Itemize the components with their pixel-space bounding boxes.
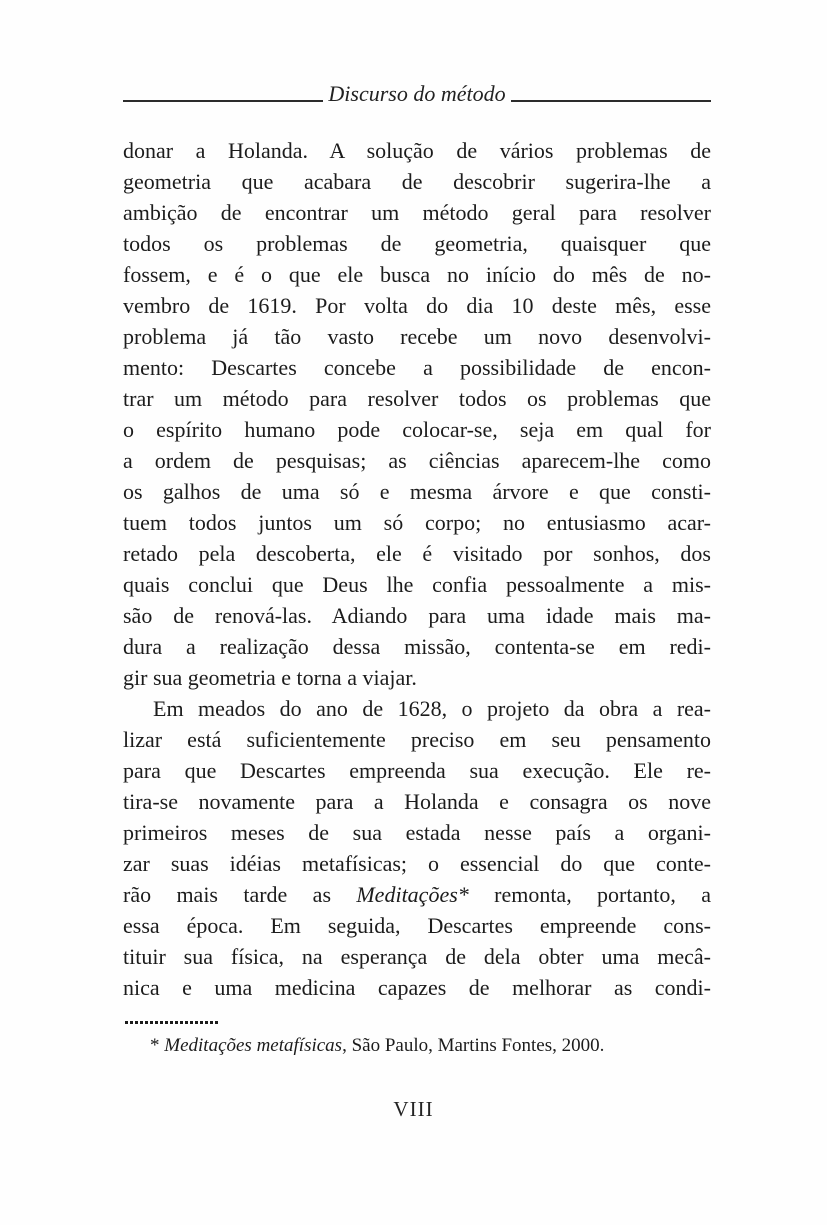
footnote-book-title: Meditações metafísicas xyxy=(164,1035,343,1056)
text-line: tuem todos juntos um só corpo; no entusiasmo acar- xyxy=(123,510,711,535)
footnote-publication-info: , São Paulo, Martins Fontes, 2000. xyxy=(342,1035,605,1056)
text-line: todos os problemas de geometria, quaisquer que xyxy=(123,231,711,256)
text-line: trar um método para resolver todos os problemas que xyxy=(123,386,711,411)
text-line: mento: Descartes concebe a possibilidade de encon- xyxy=(123,355,711,380)
text-line: a ordem de pesquisas; as ciências aparecem-lhe como xyxy=(123,448,711,473)
text-segment: remonta, portanto, a xyxy=(468,882,711,907)
text-line: o espírito humano pode colocar-se, seja em qual for xyxy=(123,417,711,442)
running-head-title: Discurso do método xyxy=(328,81,506,106)
text-line: essa época. Em seguida, Descartes empreende cons- xyxy=(123,913,711,938)
text-line: são de renová-las. Adiando para uma idade mais ma- xyxy=(123,603,711,628)
text-line: geometria que acabara de descobrir sugerira-lhe a xyxy=(123,169,711,194)
footnote-separator xyxy=(125,1021,219,1024)
paragraph-1 xyxy=(123,135,711,693)
text-line-with-italic xyxy=(123,879,711,910)
text-line: retado pela descoberta, ele é visitado por sonhos, dos xyxy=(123,541,711,566)
body-text xyxy=(123,135,711,1003)
footnote xyxy=(123,1033,711,1059)
text-line: nica e uma medicina capazes de melhorar as condi- xyxy=(123,975,711,1000)
text-line: gir sua geometria e torna a viajar. xyxy=(123,665,417,690)
running-head xyxy=(123,82,711,106)
text-line: quais conclui que Deus lhe confia pessoalmente a mis- xyxy=(123,572,711,597)
book-title-reference: Meditações* xyxy=(356,882,469,907)
text-line: zar suas idéias metafísicas; o essencial do que conte- xyxy=(123,851,711,876)
text-line: dura a realização dessa missão, contenta-se em redi- xyxy=(123,634,711,659)
text-line: para que Descartes empreenda sua execução. Ele re- xyxy=(123,758,711,783)
text-line: tituir sua física, na esperança de dela obter uma mecâ- xyxy=(123,944,711,969)
page-number: VIII xyxy=(393,1097,434,1121)
text-line: os galhos de uma só e mesma árvore e que consti- xyxy=(123,479,711,504)
footnote-marker: * xyxy=(150,1035,165,1056)
text-line: donar a Holanda. A solução de vários problemas de xyxy=(123,138,711,163)
text-segment: rão mais tarde as xyxy=(123,882,357,907)
text-line: primeiros meses de sua estada nesse país a organi- xyxy=(123,820,711,845)
header-rule-left xyxy=(123,100,323,102)
text-line: tira-se novamente para a Holanda e consagra os nove xyxy=(123,789,711,814)
header-rule-right xyxy=(511,100,711,102)
text-line: Em meados do ano de 1628, o projeto da obra a rea- xyxy=(153,696,711,721)
paragraph-2 xyxy=(123,693,711,1003)
text-line: vembro de 1619. Por volta do dia 10 deste mês, esse xyxy=(123,293,711,318)
text-line: fossem, e é o que ele busca no início do mês de no- xyxy=(123,262,711,287)
text-line: lizar está suficientemente preciso em seu pensamento xyxy=(123,727,711,752)
text-line: ambição de encontrar um método geral para resolver xyxy=(123,200,711,225)
text-line: problema já tão vasto recebe um novo desenvolvi- xyxy=(123,324,711,349)
